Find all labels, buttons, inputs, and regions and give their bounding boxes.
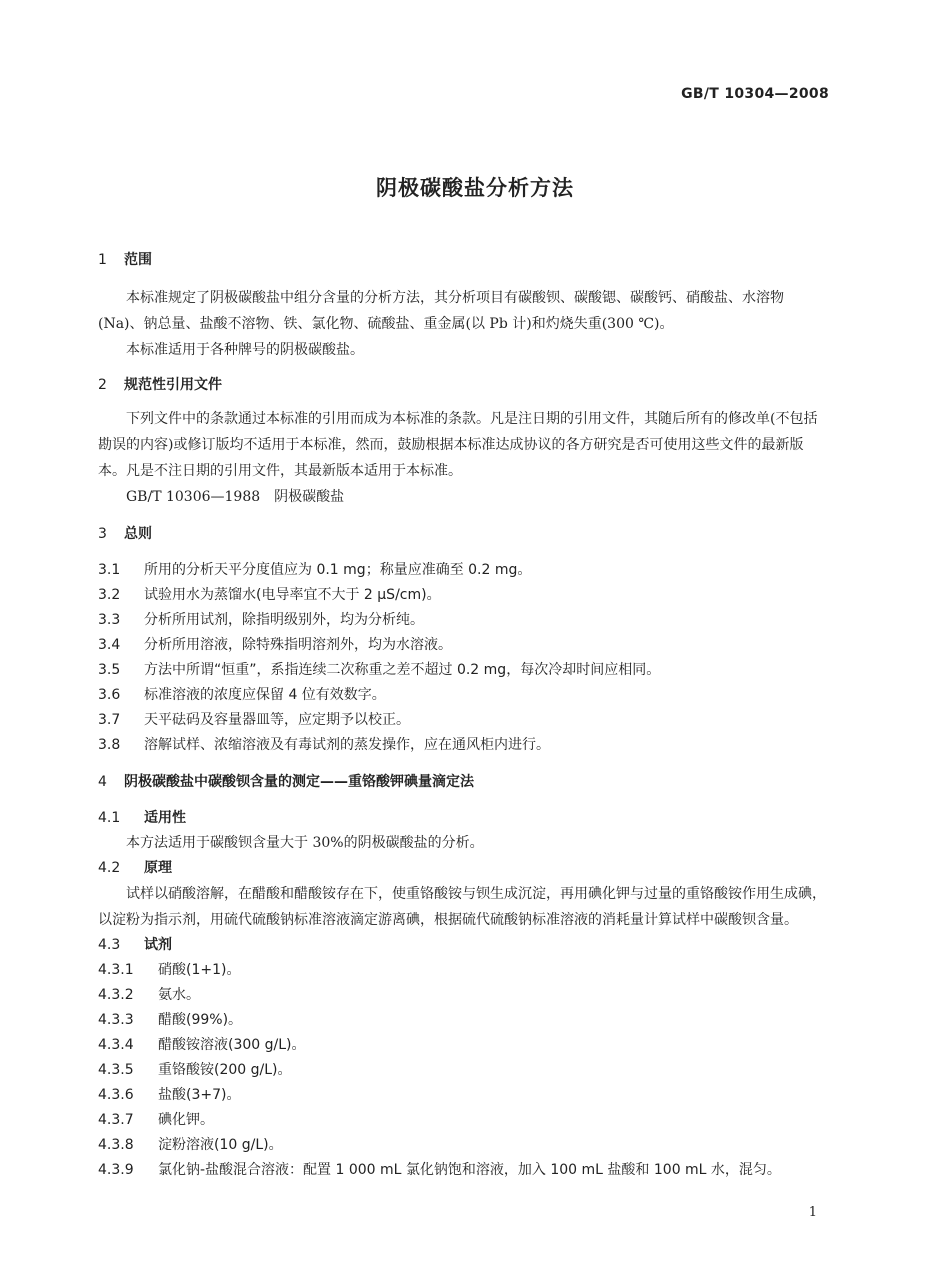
clause-number: 4.3.1 [98,962,134,978]
clause [98,608,828,633]
clause-number: 3.4 [98,637,121,653]
subsection-title: 适用性 [144,810,186,826]
normative-reference: GB/T 10306—1988 阴极碳酸盐 [126,489,345,505]
clause-text: 溶解试样、浓缩溶液及有毒试剂的蒸发操作，应在通风柜内进行。 [144,737,550,753]
paragraph: 试样以硝酸溶解，在醋酸和醋酸铵存在下，使重铬酸铵与钡生成沉淀，再用碘化钾与过量的重铬酸铵作用生成碘，以淀粉为指示剂，用硫代硫酸钠标准溶液滴定游离碘，根据硫代硫酸钠标准溶液的消耗量计算试样中碳酸钡含量。 [98,886,826,928]
clause-number: 3.6 [98,687,121,703]
paragraph: 本方法适用于碳酸钡含量大于 30%的阴极碳酸盐的分析。 [126,835,484,851]
clause-text: 方法中所谓“恒重”，系指连续二次称重之差不超过 0.2 mg，每次冷却时间应相同。 [144,662,661,678]
clause [98,683,828,708]
clause-text: 醋酸(99%)。 [158,1012,243,1028]
paragraph: 本标准规定了阴极碳酸盐中组分含量的分析方法，其分析项目有碳酸钡、碳酸锶、碳酸钙、硝酸盐、水溶物(Na)、钠总量、盐酸不溶物、铁、氯化物、硫酸盐、重金属(以 Pb 计)和灼烧失重(300 ℃)。 [98,290,784,332]
clause-text: 氯化钠-盐酸混合溶液：配置 1 000 mL 氯化钠饱和溶液，加入 100 mL 盐酸和 100 mL 水，混匀。 [158,1162,781,1178]
clause-number: 3.8 [98,737,121,753]
clause [98,708,828,733]
subsection-4-3-heading [98,933,828,958]
clause-number: 3.5 [98,662,121,678]
subsection-4-2-heading [98,856,828,881]
subsection-title: 试剂 [144,937,172,953]
clause-text: 重铬酸铵(200 g/L)。 [158,1062,292,1078]
clause-text: 天平砝码及容量器皿等，应定期予以校正。 [144,712,410,728]
clause-number: 3.7 [98,712,121,728]
clause-number: 3.3 [98,612,121,628]
page-number: 1 [808,1205,817,1220]
standard-number: GB/T 10304—2008 [681,86,829,102]
clause-number: 4.3.7 [98,1112,134,1128]
clause-text: 分析所用溶液，除特殊指明溶剂外，均为水溶液。 [144,637,452,653]
clause-text: 氨水。 [158,987,200,1003]
section-number: 2 [98,377,107,393]
reagent-item [98,958,828,983]
clause-text: 碘化钾。 [158,1112,214,1128]
clause-text: 硝酸(1+1)。 [158,962,241,978]
paragraph: 本标准适用于各种牌号的阴极碳酸盐。 [126,342,364,358]
clause-number: 4.3.6 [98,1087,134,1103]
section-title: 阴极碳酸盐中碳酸钡含量的测定——重铬酸钾碘量滴定法 [124,774,474,790]
clause-number: 4.2 [98,860,121,876]
section-number: 4 [98,774,107,790]
clause-number: 4.1 [98,810,121,826]
clause-text: 淀粉溶液(10 g/L)。 [158,1137,283,1153]
reagent-item [98,1133,828,1158]
section-2-heading [98,374,828,394]
reagent-item [98,1033,828,1058]
clause [98,658,828,683]
section-3-heading [98,523,828,543]
section-1-heading [98,249,828,269]
section-4-body [98,806,828,1183]
section-title: 规范性引用文件 [124,377,222,393]
section-title: 范围 [124,252,152,268]
clause-number: 4.3.4 [98,1037,134,1053]
document-title: 阴极碳酸盐分析方法 [376,176,574,200]
clause [98,733,828,758]
clause-text: 所用的分析天平分度值应为 0.1 mg；称量应准确至 0.2 mg。 [144,562,532,578]
clause-text: 盐酸(3+7)。 [158,1087,241,1103]
clause-number: 3.2 [98,587,121,603]
section-number: 1 [98,252,107,268]
reagent-item [98,1058,828,1083]
reagent-item [98,1158,828,1183]
reagent-item [98,1008,828,1033]
clause-text: 试验用水为蒸馏水(电导率宜不大于 2 μS/cm)。 [144,587,441,603]
clause-number: 4.3 [98,937,121,953]
clause [98,583,828,608]
reagent-item [98,1108,828,1133]
subsection-title: 原理 [144,860,172,876]
section-4-heading [98,771,828,791]
clause-number: 3.1 [98,562,121,578]
clause-number: 4.3.3 [98,1012,134,1028]
clause [98,558,828,583]
section-title: 总则 [124,526,152,542]
clause-number: 4.3.8 [98,1137,134,1153]
reagent-item [98,1083,828,1108]
clause-text: 分析所用试剂，除指明级别外，均为分析纯。 [144,612,424,628]
section-2-body [98,406,828,510]
clause-number: 4.3.5 [98,1062,134,1078]
clause-number: 4.3.9 [98,1162,134,1178]
clause-text: 标准溶液的浓度应保留 4 位有效数字。 [144,687,386,703]
reagent-item [98,983,828,1008]
subsection-4-1-heading [98,806,828,831]
clause [98,633,828,658]
section-3-items [98,558,828,758]
section-1-body [98,285,828,363]
clause-number: 4.3.2 [98,987,134,1003]
paragraph: 下列文件中的条款通过本标准的引用而成为本标准的条款。凡是注日期的引用文件，其随后所有的修改单(不包括勘误的内容)或修订版均不适用于本标准，然而，鼓励根据本标准达成协议的各方研究是否可使用这些文件的最新版本。凡是不注日期的引用文件，其最新版本适用于本标准。 [98,411,818,479]
section-number: 3 [98,526,107,542]
clause-text: 醋酸铵溶液(300 g/L)。 [158,1037,306,1053]
